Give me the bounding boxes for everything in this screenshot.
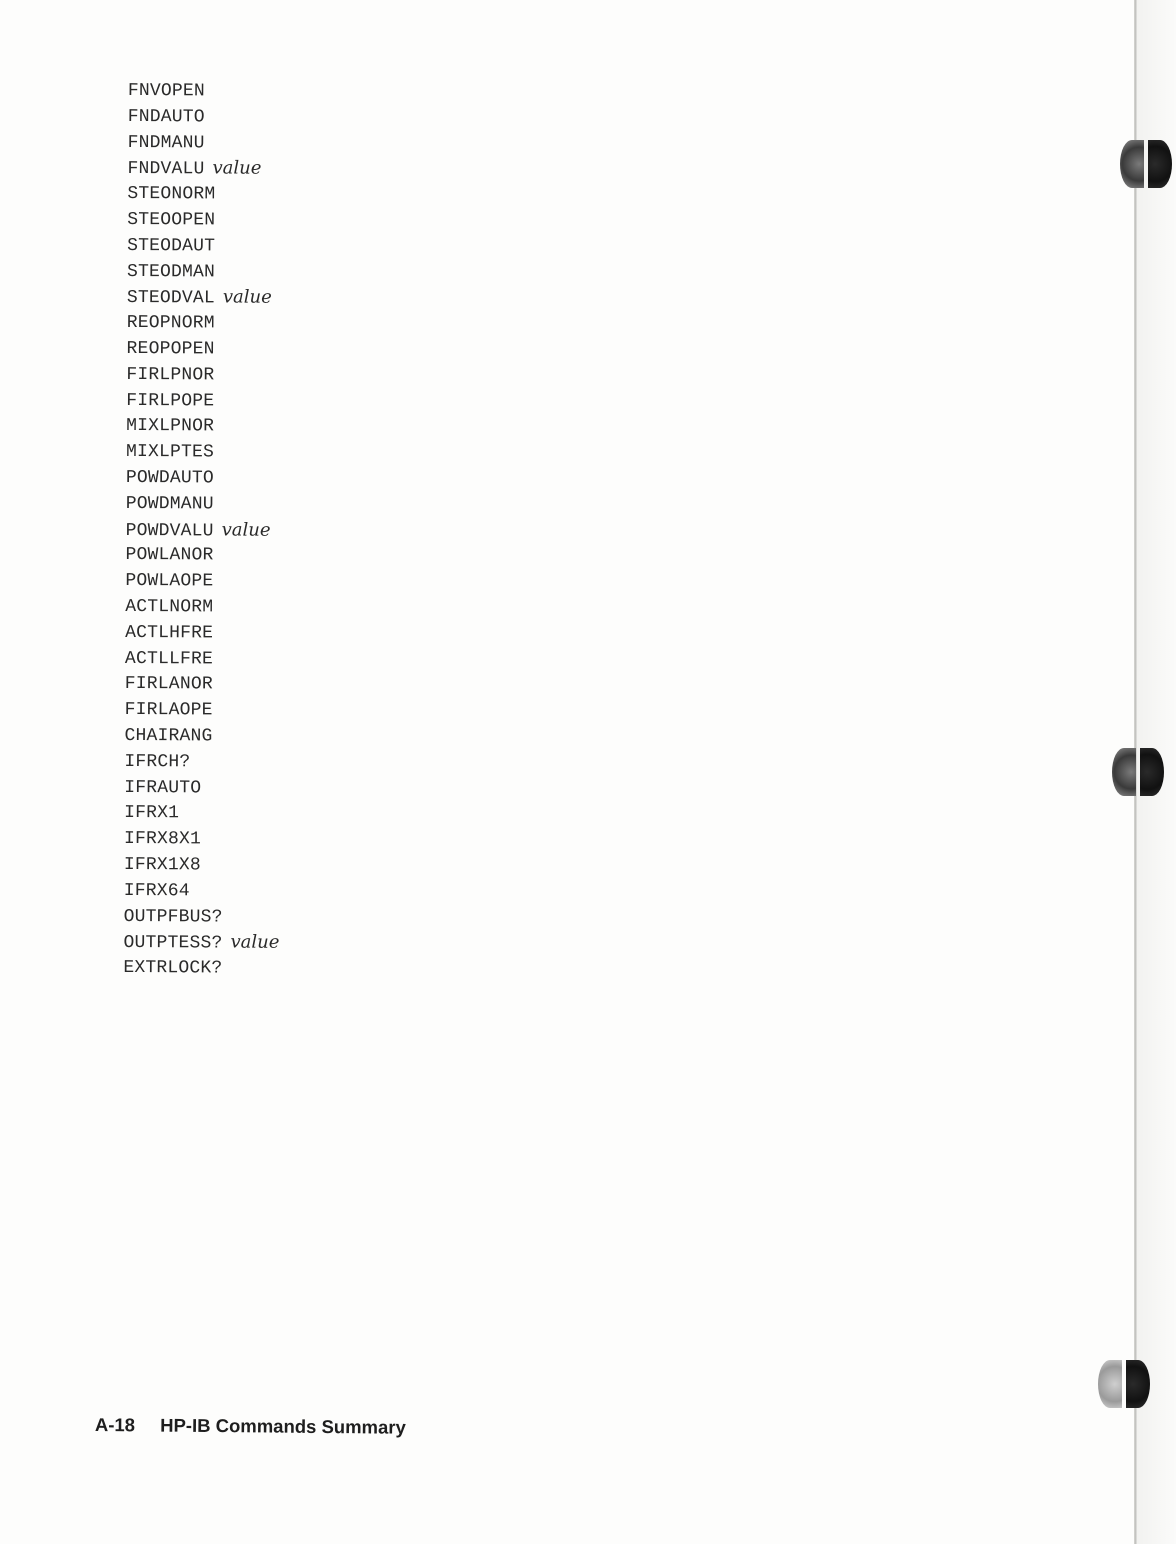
command-name: FIRLPNOR xyxy=(126,364,215,386)
command-row xyxy=(124,878,280,905)
command-name: CHAIRANG xyxy=(124,725,213,747)
command-name: STEOOPEN xyxy=(127,209,216,231)
command-row xyxy=(124,749,280,776)
command-name: IFRAUTO xyxy=(124,777,202,798)
command-argument: value xyxy=(222,286,272,309)
command-row xyxy=(128,130,284,157)
command-name: STEODMAN xyxy=(126,261,216,283)
command-row xyxy=(125,568,281,595)
command-name: IFRCH? xyxy=(124,751,191,773)
page-number: A-18 xyxy=(94,1414,136,1436)
command-name: POWLAOPE xyxy=(125,571,214,592)
command-row xyxy=(125,646,281,673)
command-row xyxy=(128,104,284,131)
command-name: IFRX1 xyxy=(124,803,180,824)
command-name: IFRX1X8 xyxy=(123,854,201,876)
command-name: FNDVALU xyxy=(127,159,205,180)
command-name: ACTLHFRE xyxy=(125,622,214,644)
command-row xyxy=(127,259,283,286)
command-argument: value xyxy=(230,931,280,954)
command-name: MIXLPTES xyxy=(125,442,215,463)
command-row xyxy=(124,903,280,930)
command-row xyxy=(127,336,283,363)
command-name: IFRX64 xyxy=(123,880,190,902)
command-row xyxy=(126,388,282,415)
command-name: IFRX8X1 xyxy=(123,829,202,850)
command-row xyxy=(125,620,281,647)
command-name: FIRLANOR xyxy=(124,674,213,695)
command-name: ACTLNORM xyxy=(125,596,214,618)
command-name: POWDAUTO xyxy=(125,467,214,489)
command-name: FNDAUTO xyxy=(127,106,205,128)
section-title: HP-IB Commands Summary xyxy=(160,1414,406,1438)
command-name: FIRLAOPE xyxy=(124,700,213,721)
command-row xyxy=(123,929,279,956)
command-name: EXTRLOCK? xyxy=(123,958,223,979)
command-row xyxy=(126,465,282,492)
command-row xyxy=(128,78,284,105)
command-row xyxy=(124,852,280,879)
command-name: REOPOPEN xyxy=(126,338,215,360)
command-row xyxy=(126,413,282,440)
command-name: POWDVALU xyxy=(125,520,214,542)
command-row xyxy=(125,697,281,724)
command-row xyxy=(126,491,282,518)
punch-hole-middle xyxy=(1112,748,1168,796)
command-row xyxy=(125,671,281,698)
command-row xyxy=(124,826,280,853)
command-name: POWDMANU xyxy=(125,493,214,515)
command-argument: value xyxy=(221,519,271,541)
command-row xyxy=(127,233,283,260)
command-name: STEODVAL xyxy=(126,288,215,309)
command-row xyxy=(127,207,283,234)
command-row xyxy=(126,517,282,544)
command-name: OUTPTESS? xyxy=(123,933,223,954)
command-name: MIXLPNOR xyxy=(126,416,215,437)
command-row xyxy=(127,310,283,337)
punch-hole-bottom xyxy=(1098,1360,1154,1408)
command-row xyxy=(125,594,281,621)
command-name: FNVOPEN xyxy=(127,80,205,102)
command-row xyxy=(126,439,282,466)
command-row xyxy=(126,362,282,389)
command-name: ACTLLFRE xyxy=(124,648,214,669)
command-row xyxy=(125,542,281,569)
command-row xyxy=(124,723,280,750)
punch-hole-top xyxy=(1120,140,1176,188)
page-footer xyxy=(95,1414,406,1439)
command-row xyxy=(124,775,280,802)
command-row xyxy=(123,955,279,982)
command-row xyxy=(127,284,283,311)
command-name: FNDMANU xyxy=(127,132,205,153)
command-name: REOPNORM xyxy=(126,313,215,334)
command-row xyxy=(127,155,283,182)
command-name: STEODAUT xyxy=(127,235,216,257)
command-name: POWLANOR xyxy=(125,545,214,566)
command-argument: value xyxy=(212,157,262,180)
command-name: STEONORM xyxy=(127,184,216,205)
command-name: FIRLPOPE xyxy=(126,390,215,412)
command-row xyxy=(127,181,283,208)
command-name: OUTPFBUS? xyxy=(123,906,223,928)
command-row xyxy=(124,800,280,827)
command-list xyxy=(123,78,284,982)
